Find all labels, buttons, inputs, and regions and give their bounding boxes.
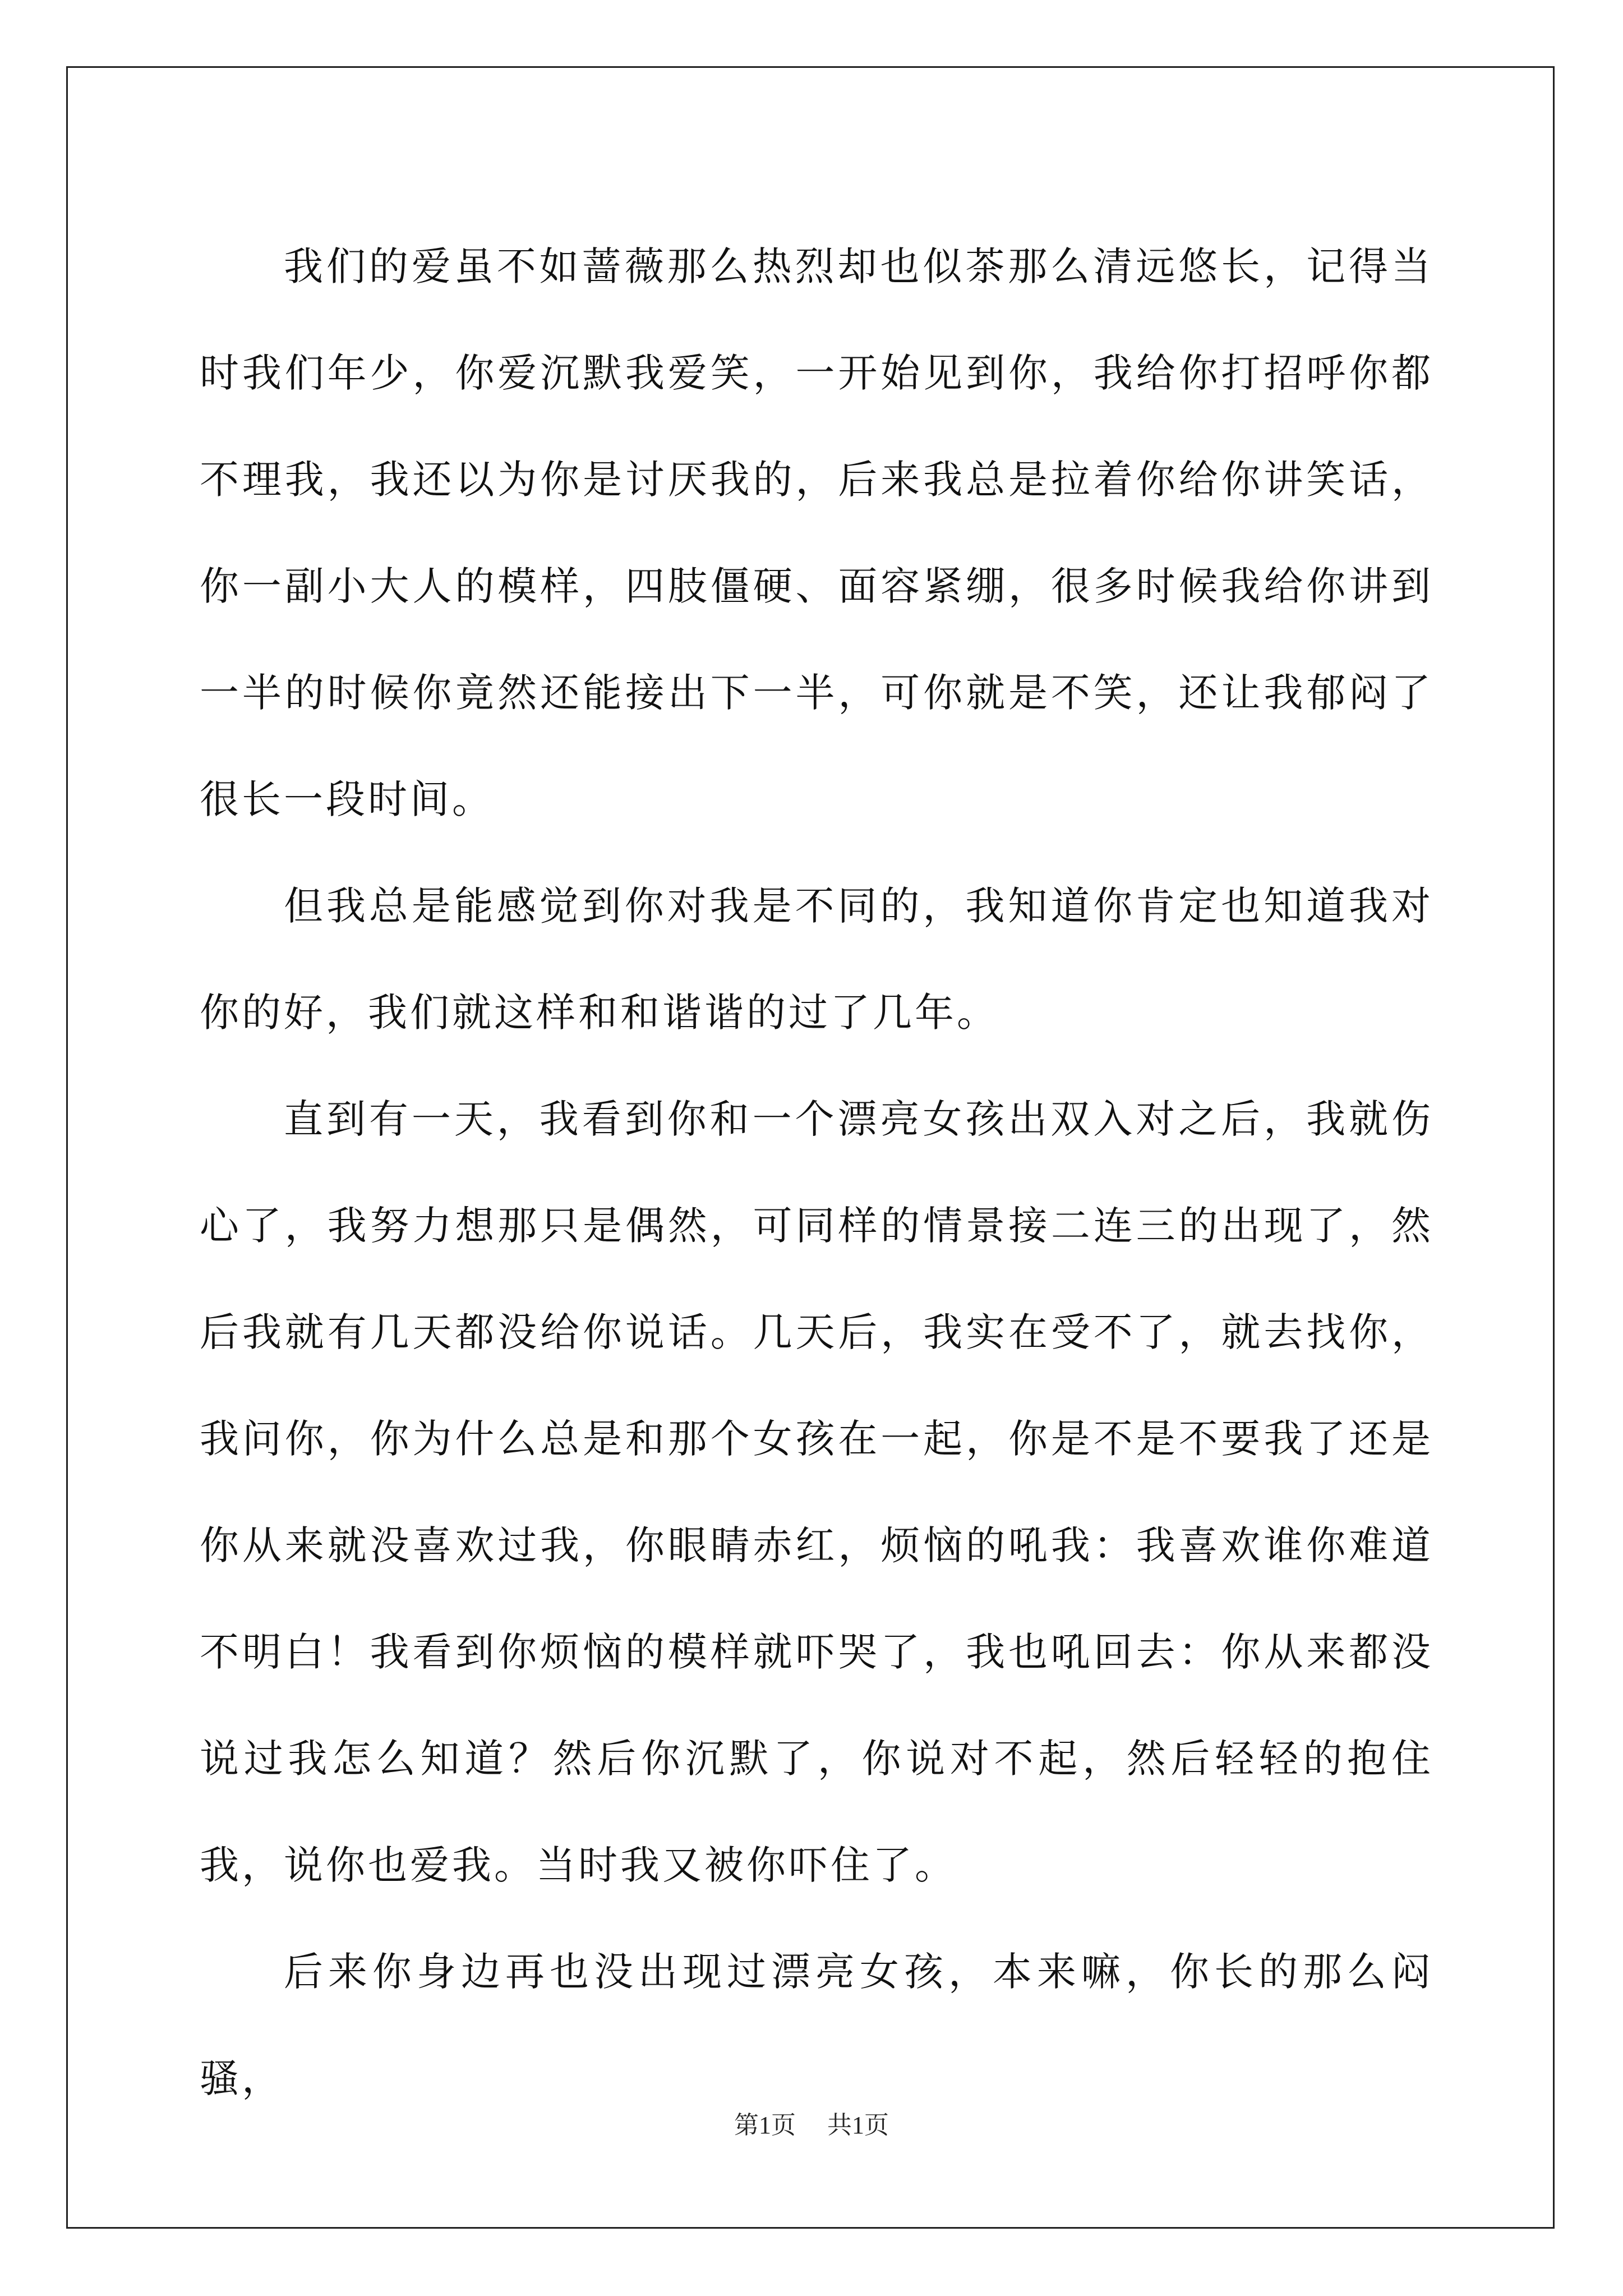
document-body — [200, 213, 1433, 2132]
paragraph: 直到有一天，我看到你和一个漂亮女孩出双入对之后，我就伤心了，我努力想那只是偶然，可同样的情景接二连三的出现了，然后我就有几天都没给你说话。几天后，我实在受不了，就去找你，我问你，你为什么总是和那个女孩在一起，你是不是不要我了还是你从来就没喜欢过我，你眼睛赤红，烦恼的吼我：我喜欢谁你难道不明白！我看到你烦恼的模样就吓哭了，我也吼回去：你从来都没说过我怎么知道？然后你沉默了，你说对不起，然后轻轻的抱住我，说你也爱我。当时我又被你吓住了。 — [200, 1096, 1433, 1888]
paragraph: 后来你身边再也没出现过漂亮女孩，本来嘛，你长的那么闷骚， — [200, 1949, 1433, 2101]
paragraph: 但我总是能感觉到你对我是不同的，我知道你肯定也知道我对你的好，我们就这样和和谐谐的过了几年。 — [200, 883, 1433, 1036]
page-total: 共1页 — [827, 2111, 889, 2139]
page-footer — [0, 2105, 1623, 2141]
page-number: 第1页 — [734, 2111, 796, 2139]
paragraph: 我们的爱虽不如蔷薇那么热烈却也似茶那么清远悠长，记得当时我们年少，你爱沉默我爱笑，一开始见到你，我给你打招呼你都不理我，我还以为你是讨厌我的，后来我总是拉着你给你讲笑话，你一副小大人的模样，四肢僵硬、面容紧绷，很多时候我给你讲到一半的时候你竟然还能接出下一半，可你就是不笑，还让我郁闷了很长一段时间。 — [200, 243, 1433, 822]
